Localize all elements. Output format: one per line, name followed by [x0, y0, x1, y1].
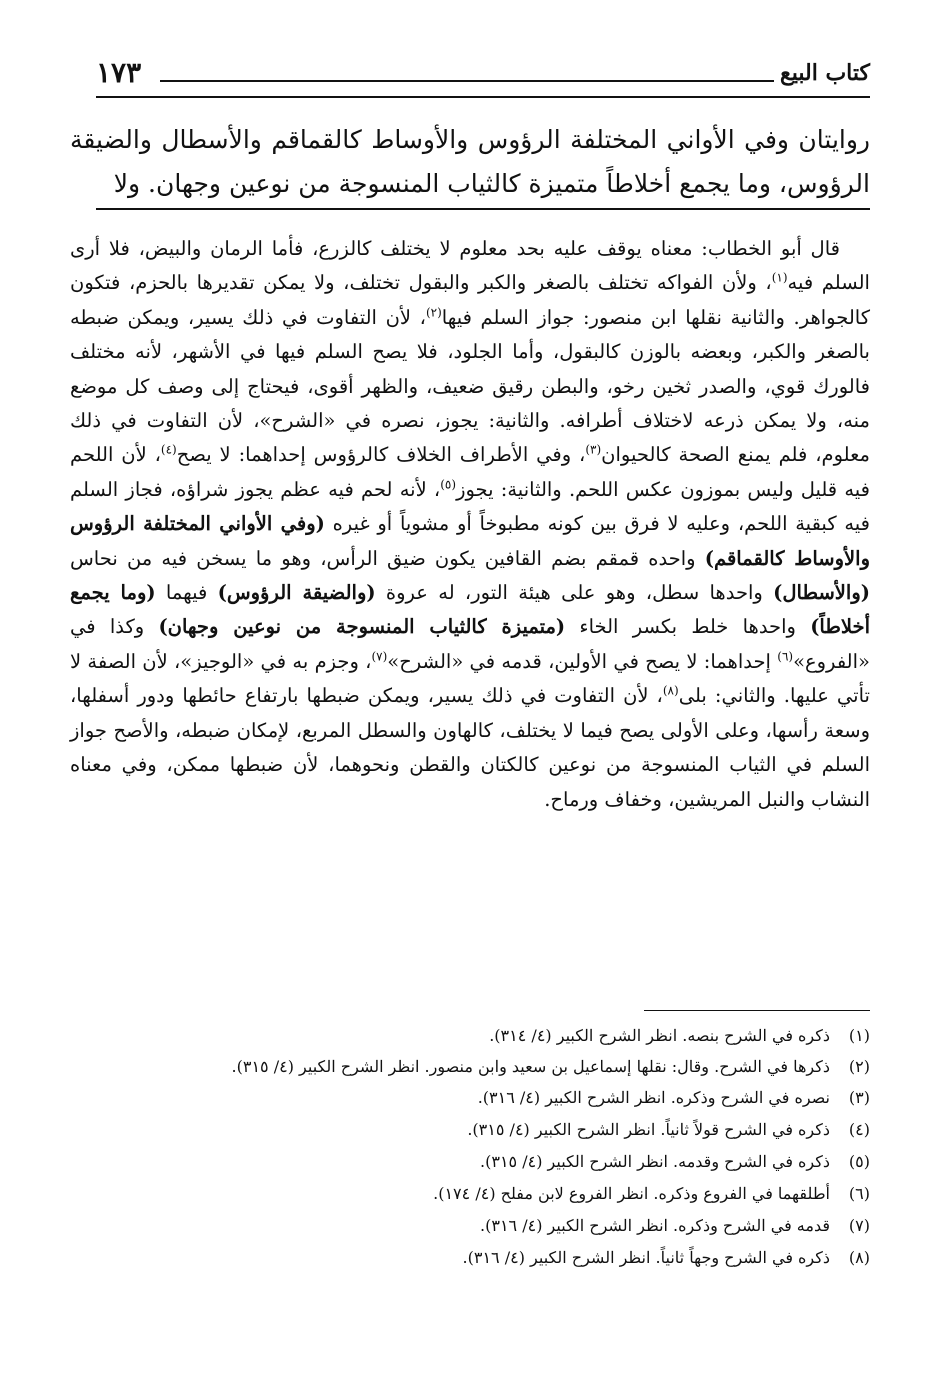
footnote-text: نصره في الشرح وذكره. انظر الشرح الكبير (٤/ ٣١٦).: [477, 1088, 830, 1107]
footnote-item: [70, 1082, 870, 1114]
footnote-text: ذكره في الشرح قولاً ثانياً. انظر الشرح الكبير (٤/ ٣١٥).: [467, 1120, 830, 1139]
footnote-item: [70, 1210, 870, 1242]
footnote-item: [70, 1020, 870, 1052]
text-run: واحده قمقم بضم القافين يكون ضيق الرأس، وهو ما يسخن فيه من نحاس: [70, 546, 705, 570]
footnote-number: (٥): [848, 1152, 870, 1171]
text-run: واحدها سطل، وهو على هيئة التور، له عروة: [375, 581, 774, 605]
footnote-number: (٣): [848, 1088, 870, 1107]
footnote-text: ذكرها في الشرح. وقال: نقلها إسماعيل بن سعيد وابن منصور. انظر الشرح الكبير (٤/ ٣١٥).: [231, 1057, 830, 1076]
footnote-text: أطلقهما في الفروع وذكره. انظر الفروع لابن مفلح (٤/ ١٧٤).: [433, 1184, 830, 1203]
footnote-text: ذكره في الشرح وقدمه. انظر الشرح الكبير (٤/ ٣١٥).: [480, 1152, 830, 1171]
matn-quote: (والضيقة الرؤوس): [217, 581, 376, 605]
text-run: ، لأن اللحم فيه قليل وليس بموزون عكس اللحم. والثانية: يجوز: [70, 443, 870, 501]
footnote-text: ذكره في الشرح بنصه. انظر الشرح الكبير (٤/ ٣١٤).: [489, 1026, 830, 1045]
footnote-number: (٤): [848, 1120, 870, 1139]
footnote-separator: [644, 1010, 870, 1011]
text-run: ، وفي الأطراف الخلاف كالرؤوس إحداهما: لا يصح: [176, 443, 586, 467]
footnote-item: [70, 1178, 870, 1210]
matn-text: روايتان وفي الأواني المختلفة الرؤوس والأوساط كالقماقم والأسطال والضيقة الرؤوس، وما يجمع أخلاطاً متميزة كالثياب المنسوجة من نوعين وجهان. ولا: [70, 125, 870, 198]
header-underline: [96, 96, 870, 98]
footnote-ref-5[interactable]: (٥): [440, 477, 457, 492]
matn-quote: (وما يجمع أخلاطاً): [70, 581, 870, 639]
footnote-ref-8[interactable]: (٨): [662, 683, 679, 698]
header-rule: [160, 80, 774, 82]
footnote-ref-6[interactable]: (٦): [777, 649, 794, 664]
footnote-ref-3[interactable]: (٣): [585, 442, 602, 457]
matn-quote: (وفي الأواني المختلفة الرؤوس والأوساط كالقماقم): [70, 512, 870, 570]
text-run: قال أبو الخطاب: معناه يوقف عليه بحد معلوم لا يختلف كالزرع، فأما الرمان والبيض، فلا أرى السلم فيه: [70, 237, 870, 295]
footnote-number: (٢): [848, 1057, 870, 1076]
matn-quote: (والأسطال): [773, 581, 870, 605]
page-number: ١٧٣: [96, 56, 142, 89]
text-run: فيهما: [155, 581, 218, 605]
text-run: ، لأن التفاوت في ذلك يسير، ويمكن ضبطها بارتفاع حائطها ودور أسفلها، وسعة رأسها، وعلى الأولى يصح فيما لا يختلف، كالهاون والسطل المربع، لإمكان ضبطه، والأصح جواز السلم في الثياب المنسوجة من نوعين كالكتان والقطن ونحوهما، لأن ضبطها ممكن، وفي معناه النشاب والنبل المريشين، وخفاف ورماح.: [70, 684, 870, 811]
footnote-number: (١): [848, 1026, 870, 1045]
text-run: ، لأن التفاوت في ذلك يسير، ويمكن ضبطه بالصغر والكبر، وبعضه بالوزن كالبقول، وأما الجلود، فلا يصح السلم فيها في الأشهر، لأنه مختلف فالورك قوي، والصدر ثخين رخو، والبطن رقيق ضعيف، والظهر أقوى، فيحتاج إلى وصف كل موضع منه، ولا يمكن ذرعه لاختلاف أطرافه. والثانية: يجوز، نصره في «الشرح»، لأن التفاوت في ذلك معلوم، فلم يمنع الصحة كالحيوان: [70, 305, 870, 467]
footnote-ref-1[interactable]: (١): [771, 270, 788, 285]
matn-separator: [96, 208, 870, 210]
footnote-item: [70, 1242, 870, 1274]
commentary: [70, 232, 870, 817]
commentary-paragraph: [70, 232, 870, 817]
text-run: إحداهما: لا يصح في الأولين، قدمه في «الشرح»: [387, 649, 778, 673]
footnote-text: قدمه في الشرح وذكره. انظر الشرح الكبير (٤/ ٣١٦).: [480, 1216, 830, 1235]
chapter-title: كتاب البيع: [780, 60, 870, 86]
footnote-number: (٧): [848, 1216, 870, 1235]
footnote-item: [70, 1114, 870, 1146]
footnote-ref-7[interactable]: (٧): [371, 649, 388, 664]
footnote-text: ذكره في الشرح وجهاً ثانياً. انظر الشرح الكبير (٤/ ٣١٦).: [462, 1248, 830, 1267]
footnote-number: (٦): [848, 1184, 870, 1203]
running-header: [96, 56, 870, 98]
footnote-ref-2[interactable]: (٢): [425, 305, 442, 320]
text-run: ، وجزم به في «الوجيز»، لأن الصفة لا تأتي عليها. والثاني: بلى: [70, 649, 870, 708]
text-run: وكذا في «الفروع»: [70, 615, 870, 673]
text-run: ، ولأن الفواكه تختلف بالصغر والكبر والبقول تختلف، ولا يمكن تقديرها بالحزم، فتكون كالجواهر. والثانية نقلها ابن منصور: جواز السلم فيها: [70, 271, 870, 329]
text-run: ، لأنه لحم فيه عظم يجوز شراؤه، فجاز السلم فيه كبقية اللحم، وعليه لا فرق بين كونه مطبوخاً أو مشوياً أو غيره: [70, 477, 870, 536]
footnote-number: (٨): [848, 1248, 870, 1267]
text-run: واحدها خلط بكسر الخاء: [565, 615, 811, 639]
matn-quote: (متميزة كالثياب المنسوجة من نوعين وجهان): [158, 615, 566, 639]
footnote-item: [70, 1052, 870, 1082]
footnote-item: [70, 1146, 870, 1178]
footnote-ref-4[interactable]: (٤): [160, 442, 177, 457]
footnotes-list: [70, 1020, 870, 1274]
